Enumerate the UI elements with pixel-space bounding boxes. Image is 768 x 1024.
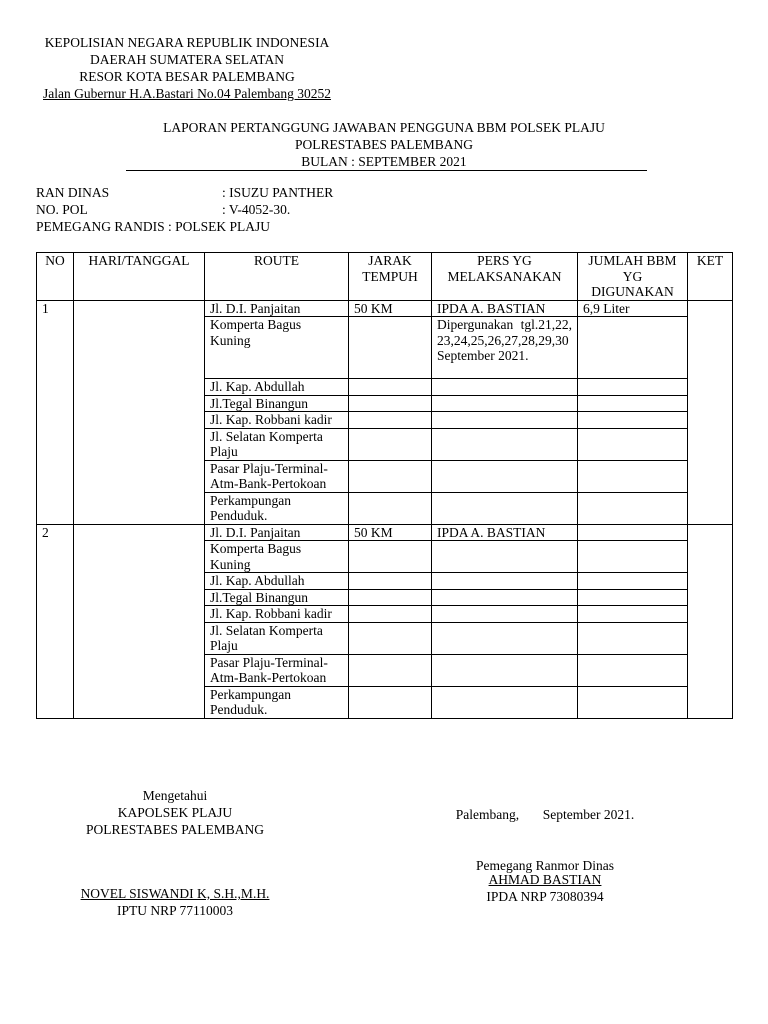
entry-number: 1: [37, 300, 74, 524]
personnel-cell: [432, 395, 578, 412]
fuel-cell: [578, 317, 688, 379]
title-divider: [126, 170, 647, 171]
personnel-cell: [432, 428, 578, 460]
distance-cell: [349, 686, 432, 718]
fuel-cell: [578, 686, 688, 718]
table-row: [37, 300, 733, 317]
signature-left-name: NOVEL SISWANDI K, S.H.,M.H.: [80, 886, 270, 901]
distance-cell: [349, 622, 432, 654]
distance-cell: [349, 428, 432, 460]
fuel-cell: [578, 541, 688, 573]
signature-left-line-1: Mengetahui: [142, 788, 208, 803]
signature-left-signatory: [60, 885, 290, 919]
personnel-cell: IPDA A. BASTIAN: [432, 524, 578, 541]
route-cell: Jl. Kap. Abdullah: [205, 379, 349, 396]
fuel-cell: [578, 395, 688, 412]
distance-cell: [349, 541, 432, 573]
signature-right-role: Pemegang Ranmor Dinas: [476, 858, 614, 873]
distance-cell: [349, 654, 432, 686]
route-cell: Jl.Tegal Binangun: [205, 395, 349, 412]
personnel-cell: [432, 686, 578, 718]
fuel-cell: 6,9 Liter: [578, 300, 688, 317]
report-title: [100, 119, 668, 170]
route-cell: Jl. Kap. Robbani kadir: [205, 606, 349, 623]
info-ran-dinas-value: : ISUZU PANTHER: [222, 185, 334, 200]
distance-cell: 50 KM: [349, 524, 432, 541]
entry-number: 2: [37, 524, 74, 718]
personnel-cell: [432, 573, 578, 590]
col-header-note: KET: [688, 253, 733, 301]
fuel-cell: [578, 622, 688, 654]
entry-date: [74, 300, 205, 524]
col-header-personnel: PERS YG MELAKSANAKAN: [432, 253, 578, 301]
fuel-cell: [578, 573, 688, 590]
fuel-cell: [578, 589, 688, 606]
fuel-cell: [578, 412, 688, 429]
route-cell: Komperta Bagus Kuning: [205, 541, 349, 573]
distance-cell: [349, 573, 432, 590]
signature-left-line-3: POLRESTABES PALEMBANG: [85, 822, 265, 837]
distance-cell: 50 KM: [349, 300, 432, 317]
signature-left-rank: IPTU NRP 77110003: [116, 903, 233, 918]
personnel-cell: [432, 460, 578, 492]
fuel-cell: [578, 606, 688, 623]
info-ran-dinas-label: RAN DINAS: [36, 185, 110, 200]
signature-left-title: [60, 787, 290, 838]
fuel-cell: [578, 460, 688, 492]
route-cell: Jl.Tegal Binangun: [205, 589, 349, 606]
signature-right-rank: IPDA NRP 73080394: [486, 889, 604, 904]
route-cell: Jl. D.I. Panjaitan: [205, 300, 349, 317]
letterhead-line-3: RESOR KOTA BESAR PALEMBANG: [79, 69, 295, 84]
fuel-cell: [578, 654, 688, 686]
route-cell: Pasar Plaju-Terminal-Atm-Bank-Pertokoan: [205, 654, 349, 686]
letterhead: [36, 34, 338, 102]
col-header-fuel: JUMLAH BBM YG DIGUNAKAN: [578, 253, 688, 301]
personnel-cell: [432, 589, 578, 606]
personnel-cell: [432, 379, 578, 396]
col-header-distance: JARAK TEMPUH: [349, 253, 432, 301]
col-header-date: HARI/TANGGAL: [74, 253, 205, 301]
signature-left-line-2: KAPOLSEK PLAJU: [117, 805, 233, 820]
col-header-route: ROUTE: [205, 253, 349, 301]
info-no-pol-value: : V-4052-30.: [222, 202, 291, 217]
distance-cell: [349, 317, 432, 379]
personnel-cell: [432, 654, 578, 686]
report-table: [36, 252, 733, 719]
distance-cell: [349, 395, 432, 412]
signature-right-place-date: Palembang, September 2021.: [455, 807, 635, 822]
col-header-no: NO: [37, 253, 74, 301]
personnel-cell: [432, 412, 578, 429]
fuel-cell: [578, 492, 688, 524]
info-no-pol-label: NO. POL: [36, 202, 88, 217]
entry-2: [37, 524, 733, 718]
info-ran-dinas: [36, 184, 333, 201]
route-cell: Komperta Bagus Kuning: [205, 317, 349, 379]
note-cell: [688, 300, 733, 524]
route-cell: Jl. Selatan Komperta Plaju: [205, 428, 349, 460]
signature-right-name: AHMAD BASTIAN: [488, 872, 602, 887]
report-title-line-2: POLRESTABES PALEMBANG: [294, 137, 474, 152]
route-cell: Perkampungan Penduduk.: [205, 492, 349, 524]
letterhead-line-2: DAERAH SUMATERA SELATAN: [90, 52, 284, 67]
distance-cell: [349, 379, 432, 396]
distance-cell: [349, 492, 432, 524]
entry-1: [37, 300, 733, 524]
personnel-cell: IPDA A. BASTIAN: [432, 300, 578, 317]
route-cell: Perkampungan Penduduk.: [205, 686, 349, 718]
distance-cell: [349, 460, 432, 492]
distance-cell: [349, 589, 432, 606]
letterhead-line-1: KEPOLISIAN NEGARA REPUBLIK INDONESIA: [44, 35, 330, 50]
distance-cell: [349, 606, 432, 623]
personnel-cell: [432, 492, 578, 524]
route-cell: Jl. Kap. Robbani kadir: [205, 412, 349, 429]
fuel-cell: [578, 524, 688, 541]
fuel-cell: [578, 428, 688, 460]
info-pemegang-randis: PEMEGANG RANDIS : POLSEK PLAJU: [36, 219, 271, 234]
route-cell: Jl. Kap. Abdullah: [205, 573, 349, 590]
info-no-pol: [36, 201, 290, 218]
letterhead-address: Jalan Gubernur H.A.Bastari No.04 Palembang 30252: [43, 86, 331, 101]
report-title-line-1: LAPORAN PERTANGGUNG JAWABAN PENGGUNA BBM POLSEK PLAJU: [163, 120, 605, 135]
personnel-cell: [432, 622, 578, 654]
route-cell: Jl. D.I. Panjaitan: [205, 524, 349, 541]
table-header-row: [37, 253, 733, 301]
personnel-cell: [432, 606, 578, 623]
route-cell: Pasar Plaju-Terminal-Atm-Bank-Pertokoan: [205, 460, 349, 492]
note-cell: [688, 524, 733, 718]
fuel-cell: [578, 379, 688, 396]
route-cell: Jl. Selatan Komperta Plaju: [205, 622, 349, 654]
signature-right-signatory: [430, 871, 660, 905]
distance-cell: [349, 412, 432, 429]
entry-date: [74, 524, 205, 718]
personnel-cell: [432, 541, 578, 573]
report-title-line-3: BULAN : SEPTEMBER 2021: [301, 154, 467, 169]
personnel-cell: Dipergunakan tgl.21,22,23,24,25,26,27,28,29,30 September 2021.: [432, 317, 578, 379]
table-row: [37, 524, 733, 541]
